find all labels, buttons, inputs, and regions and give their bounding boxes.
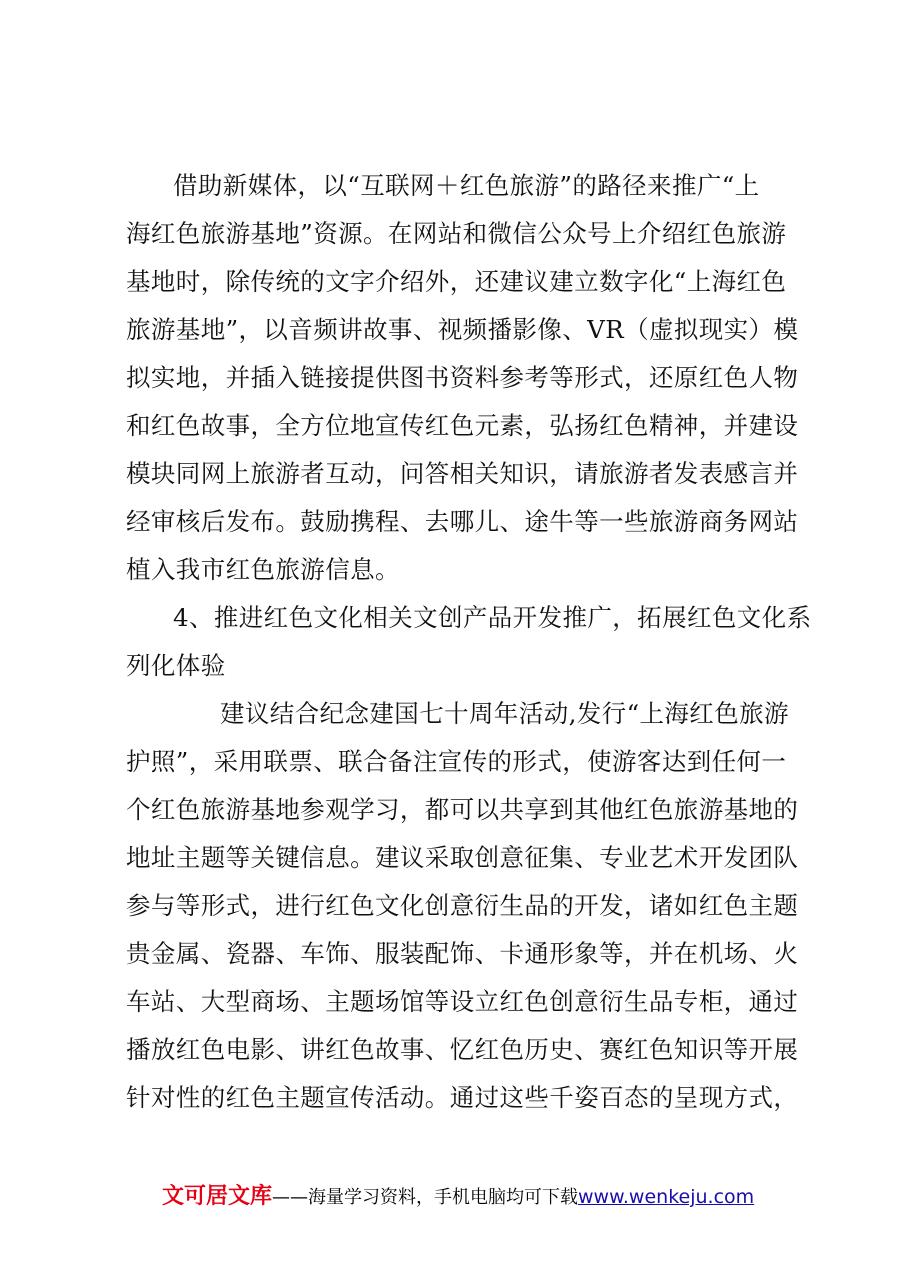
paragraph-line-5: 拟实地，并插入链接提供图书资料参考等形式，还原红色人物 xyxy=(126,363,799,392)
paragraph-line-3: 基地时，除传统的文字介绍外，还建议建立数字化“上海红色 xyxy=(126,267,787,296)
paragraph-line-2: 海红色旅游基地”资源。在网站和微信公众号上介绍红色旅游 xyxy=(126,219,787,248)
paragraph-line-10: 建议结合纪念建国七十周年活动,发行“上海红色旅游 xyxy=(220,699,789,728)
paragraph-line-14: 参与等形式，进行红色文化创意衍生品的开发，诸如红色主题 xyxy=(126,891,799,920)
paragraph-line-9: 植入我市红色旅游信息。 xyxy=(126,555,400,584)
paragraph-line-4: 旅游基地”，以音频讲故事、视频播影像、VR（虚拟现实）模 xyxy=(126,315,799,344)
paragraph-line-13: 地址主题等关键信息。建议采取创意征集、专业艺术开发团队 xyxy=(126,843,799,872)
paragraph-line-18: 针对性的红色主题宣传活动。通过这些千姿百态的呈现方式， xyxy=(126,1083,799,1112)
paragraph-line-7: 模块同网上旅游者互动，问答相关知识，请旅游者发表感言并 xyxy=(126,459,799,488)
paragraph-line-6: 和红色故事，全方位地宣传红色元素，弘扬红色精神，并建设 xyxy=(126,411,799,440)
section-heading-line-1: 4、推进红色文化相关文创产品开发推广，拓展红色文化系 xyxy=(173,603,812,632)
section-heading-line-2: 列化体验 xyxy=(126,651,226,680)
footer-slogan: ——海量学习资料，手机电脑均可下载 xyxy=(272,1187,579,1208)
paragraph-line-15: 贵金属、瓷器、车饰、服装配饰、卡通形象等，并在机场、火 xyxy=(126,939,799,968)
paragraph-line-12: 个红色旅游基地参观学习，都可以共享到其他红色旅游基地的 xyxy=(126,795,799,824)
paragraph-line-8: 经审核后发布。鼓励携程、去哪儿、途牛等一些旅游商务网站 xyxy=(126,507,799,536)
paragraph-line-16: 车站、大型商场、主题场馆等设立红色创意衍生品专柜，通过 xyxy=(126,987,799,1016)
footer-url-link[interactable]: www.wenkeju.com xyxy=(578,1186,755,1208)
paragraph-line-1: 借助新媒体，以“互联网＋红色旅游”的路径来推广“上 xyxy=(173,171,760,200)
footer-banner xyxy=(162,1180,754,1214)
paragraph-line-11: 护照”，采用联票、联合备注宣传的形式，使游客达到任何一 xyxy=(126,747,787,776)
footer-brand: 文可居文库 xyxy=(162,1184,273,1209)
paragraph-line-17: 播放红色电影、讲红色故事、忆红色历史、赛红色知识等开展 xyxy=(126,1035,799,1064)
